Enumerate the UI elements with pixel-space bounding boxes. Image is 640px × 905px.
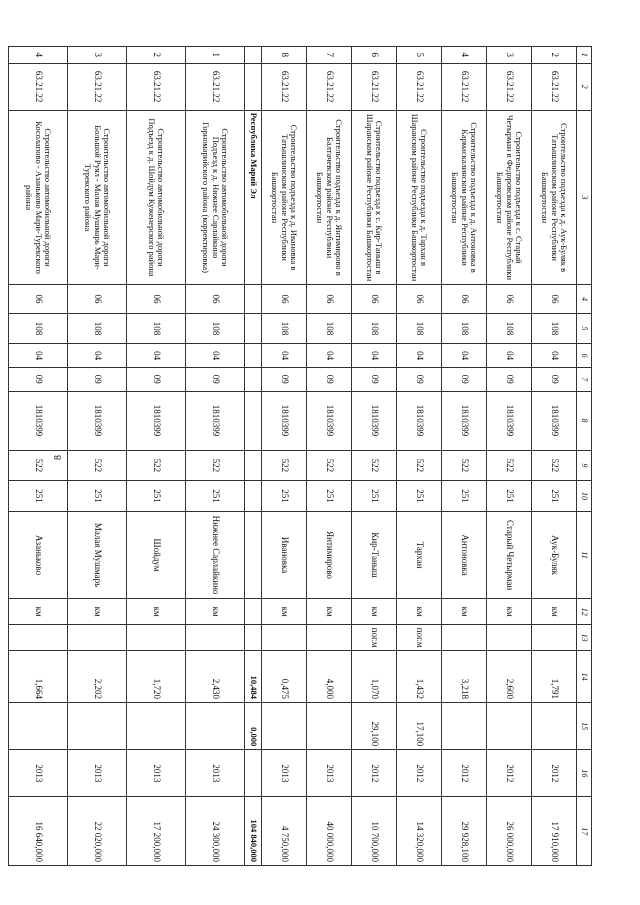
code-8-cell: 1810399 bbox=[9, 391, 68, 450]
settlement-cell: Шойдум bbox=[127, 511, 186, 598]
code-5-cell: 108 bbox=[397, 313, 442, 344]
code-8-cell: 1810399 bbox=[68, 391, 127, 450]
code-9-cell: 522 bbox=[397, 450, 442, 481]
table-row bbox=[397, 47, 442, 866]
table-row bbox=[307, 47, 352, 866]
code-5-cell: 108 bbox=[532, 313, 577, 344]
length-cell: 1,720 bbox=[127, 651, 186, 703]
row-number-cell: 1 bbox=[186, 47, 245, 64]
unit-cell: км bbox=[352, 599, 397, 625]
code-10-cell: 251 bbox=[68, 481, 127, 512]
table-row bbox=[68, 47, 127, 866]
code-8-cell: 1810399 bbox=[532, 391, 577, 450]
table-row bbox=[127, 47, 186, 866]
unit-2-cell: пог.м bbox=[352, 625, 397, 651]
code-9-cell: 522 bbox=[186, 450, 245, 481]
code-9-cell: 522 bbox=[352, 450, 397, 481]
code-6-cell: 04 bbox=[127, 344, 186, 368]
amount-cell: 14 320,000 bbox=[397, 797, 442, 866]
code-6-cell: 04 bbox=[262, 344, 307, 368]
rotated-table-container bbox=[24, 46, 592, 866]
settlement-cell: Азаньково bbox=[9, 511, 68, 598]
col-num: 12 bbox=[577, 599, 592, 625]
length-2-cell bbox=[307, 703, 352, 750]
sub-13 bbox=[245, 625, 262, 651]
table-body bbox=[9, 47, 592, 866]
unit-cell: км bbox=[307, 599, 352, 625]
unit-cell: км bbox=[487, 599, 532, 625]
year-cell: 2013 bbox=[68, 750, 127, 797]
code-4-cell: 06 bbox=[186, 285, 245, 313]
code-8-cell: 1810399 bbox=[397, 391, 442, 450]
sub-6 bbox=[245, 344, 262, 368]
length-2-cell: 29,100 bbox=[352, 703, 397, 750]
row-number-cell: 2 bbox=[127, 47, 186, 64]
okved-code-cell: 63.21.22 bbox=[186, 63, 245, 110]
table-row bbox=[532, 47, 577, 866]
objects-table bbox=[8, 46, 592, 866]
col-num: 7 bbox=[577, 367, 592, 391]
okved-code-cell: 63.21.22 bbox=[442, 63, 487, 110]
length-cell: 2,430 bbox=[186, 651, 245, 703]
amount-cell: 22 020,000 bbox=[68, 797, 127, 866]
code-4-cell: 06 bbox=[127, 285, 186, 313]
length-cell: 2,202 bbox=[68, 651, 127, 703]
col-num: 5 bbox=[577, 313, 592, 344]
code-7-cell: 09 bbox=[532, 367, 577, 391]
length-cell: 0,475 bbox=[262, 651, 307, 703]
code-8-cell: 1810399 bbox=[127, 391, 186, 450]
unit-2-cell bbox=[487, 625, 532, 651]
code-4-cell: 06 bbox=[352, 285, 397, 313]
unit-cell: км bbox=[532, 599, 577, 625]
col-num: 9 bbox=[577, 450, 592, 481]
sub-7 bbox=[245, 367, 262, 391]
subtotal-length-2: 0,000 bbox=[245, 703, 262, 750]
code-9-cell: 522 bbox=[442, 450, 487, 481]
row-number-cell: 6 bbox=[352, 47, 397, 64]
unit-2-cell bbox=[127, 625, 186, 651]
length-2-cell bbox=[532, 703, 577, 750]
code-6-cell: 04 bbox=[352, 344, 397, 368]
okved-code-cell: 63.21.22 bbox=[487, 63, 532, 110]
okved-code-cell: 63.21.22 bbox=[127, 63, 186, 110]
object-name-cell: Строительство подъезда к д. Янтимирово в Балтачевском районе Республики Башкортостан bbox=[307, 110, 352, 285]
amount-cell: 24 300,000 bbox=[186, 797, 245, 866]
okved-code-cell: 63.21.22 bbox=[68, 63, 127, 110]
table-row bbox=[262, 47, 307, 866]
row-number-cell: 3 bbox=[487, 47, 532, 64]
unit-cell: км bbox=[262, 599, 307, 625]
length-2-cell bbox=[186, 703, 245, 750]
col-num: 4 bbox=[577, 285, 592, 313]
object-name-cell: Строительство автомобильной дороги Косолапово - Азаньково Мари-Турекского района bbox=[9, 110, 68, 285]
unit-cell: км bbox=[186, 599, 245, 625]
code-10-cell: 251 bbox=[262, 481, 307, 512]
row-number-cell: 5 bbox=[397, 47, 442, 64]
code-5-cell: 108 bbox=[127, 313, 186, 344]
code-4-cell: 06 bbox=[442, 285, 487, 313]
unit-2-cell bbox=[442, 625, 487, 651]
okved-code-cell: 63.21.22 bbox=[9, 63, 68, 110]
unit-cell: км bbox=[9, 599, 68, 625]
okved-code-cell: 63.21.22 bbox=[397, 63, 442, 110]
row-number-cell: 4 bbox=[9, 47, 68, 64]
sub-5 bbox=[245, 313, 262, 344]
code-5-cell: 108 bbox=[307, 313, 352, 344]
length-2-cell: 17,100 bbox=[397, 703, 442, 750]
col-num: 3 bbox=[577, 110, 592, 285]
code-10-cell: 251 bbox=[487, 481, 532, 512]
unit-2-cell bbox=[9, 625, 68, 651]
row-number-cell: 4 bbox=[442, 47, 487, 64]
col-num: 14 bbox=[577, 651, 592, 703]
amount-cell: 40 000,000 bbox=[307, 797, 352, 866]
year-cell: 2013 bbox=[186, 750, 245, 797]
code-6-cell: 04 bbox=[186, 344, 245, 368]
sub-16 bbox=[245, 750, 262, 797]
object-name-cell: Строительство подъезда к с. Кир-Таныш в Шаранском районе Республики Башкортостан bbox=[352, 110, 397, 285]
col-num: 6 bbox=[577, 344, 592, 368]
year-cell: 2012 bbox=[397, 750, 442, 797]
object-name-cell: Строительство подъезда к д. Ивановка в Татышлинском районе Республики Башкортостан bbox=[262, 110, 307, 285]
settlement-cell: Старый Четырман bbox=[487, 511, 532, 598]
year-cell: 2012 bbox=[352, 750, 397, 797]
unit-2-cell bbox=[532, 625, 577, 651]
code-8-cell: 1810399 bbox=[352, 391, 397, 450]
code-10-cell: 251 bbox=[186, 481, 245, 512]
code-5-cell: 108 bbox=[68, 313, 127, 344]
year-cell: 2013 bbox=[307, 750, 352, 797]
code-4-cell: 06 bbox=[68, 285, 127, 313]
col-num: 16 bbox=[577, 750, 592, 797]
settlement-cell: Янтимирово bbox=[307, 511, 352, 598]
code-5-cell: 108 bbox=[262, 313, 307, 344]
code-5-cell: 108 bbox=[9, 313, 68, 344]
code-10-cell: 251 bbox=[9, 481, 68, 512]
code-9-cell: 522 bbox=[307, 450, 352, 481]
sub-12 bbox=[245, 599, 262, 625]
code-10-cell: 251 bbox=[532, 481, 577, 512]
amount-cell: 16 640,000 bbox=[9, 797, 68, 866]
object-name-cell: Строительство подъезда к с. Старый Четырман в Федоровском районе Республики Башкортостан bbox=[487, 110, 532, 285]
unit-2-cell bbox=[68, 625, 127, 651]
code-9-cell: 522 bbox=[127, 450, 186, 481]
code-7-cell: 09 bbox=[307, 367, 352, 391]
col-num: 8 bbox=[577, 391, 592, 450]
code-9-cell: 522 bbox=[9, 450, 68, 481]
code-4-cell: 06 bbox=[307, 285, 352, 313]
object-name-cell: Строительство подъезда к д. Аук-Буляк в Татышлинском районе Республики Башкортостан bbox=[532, 110, 577, 285]
code-7-cell: 09 bbox=[352, 367, 397, 391]
code-6-cell: 04 bbox=[307, 344, 352, 368]
table-row bbox=[186, 47, 245, 866]
sub-4 bbox=[245, 285, 262, 313]
code-4-cell: 06 bbox=[397, 285, 442, 313]
object-name-cell: Строительство подъезда к д. Тархан в Шаранском районе Республики Башкортостан bbox=[397, 110, 442, 285]
length-cell: 4,000 bbox=[307, 651, 352, 703]
amount-cell: 17 200,000 bbox=[127, 797, 186, 866]
code-6-cell: 04 bbox=[68, 344, 127, 368]
unit-cell: км bbox=[442, 599, 487, 625]
length-cell: 1,070 bbox=[352, 651, 397, 703]
object-name-cell: Строительство автомобильной дороги Подъезд к д. Нижнее Сарлайкино Горномарийского района (корректировка) bbox=[186, 110, 245, 285]
row-number-cell: 2 bbox=[532, 47, 577, 64]
code-7-cell: 09 bbox=[442, 367, 487, 391]
year-cell: 2012 bbox=[532, 750, 577, 797]
code-10-cell: 251 bbox=[307, 481, 352, 512]
col-num: 17 bbox=[577, 797, 592, 866]
settlement-cell: Малая Мушмарь bbox=[68, 511, 127, 598]
unit-2-cell bbox=[307, 625, 352, 651]
code-6-cell: 04 bbox=[397, 344, 442, 368]
settlement-cell: Аук-Буляк bbox=[532, 511, 577, 598]
okved-code-cell: 63.21.22 bbox=[262, 63, 307, 110]
table-row bbox=[9, 47, 68, 866]
code-9-cell: 522 bbox=[487, 450, 532, 481]
col-num: 2 bbox=[577, 63, 592, 110]
settlement-cell: Ивановка bbox=[262, 511, 307, 598]
length-2-cell bbox=[442, 703, 487, 750]
code-10-cell: 251 bbox=[397, 481, 442, 512]
code-4-cell: 06 bbox=[262, 285, 307, 313]
year-cell: 2013 bbox=[9, 750, 68, 797]
row-number-cell: 8 bbox=[262, 47, 307, 64]
code-5-cell: 108 bbox=[487, 313, 532, 344]
code-7-cell: 09 bbox=[487, 367, 532, 391]
code-8-cell: 1810399 bbox=[186, 391, 245, 450]
code-7-cell: 09 bbox=[397, 367, 442, 391]
code-7-cell: 09 bbox=[9, 367, 68, 391]
table-row bbox=[442, 47, 487, 866]
length-2-cell bbox=[9, 703, 68, 750]
length-2-cell bbox=[487, 703, 532, 750]
subtotal-amount: 104 840,000 bbox=[245, 797, 262, 866]
code-6-cell: 04 bbox=[9, 344, 68, 368]
code-5-cell: 108 bbox=[186, 313, 245, 344]
settlement-cell: Тархан bbox=[397, 511, 442, 598]
okved-code-cell: 63.21.22 bbox=[352, 63, 397, 110]
code-10-cell: 251 bbox=[352, 481, 397, 512]
year-cell: 2013 bbox=[127, 750, 186, 797]
object-name-cell: Строительство автомобильной дороги Подъезд к д. Шойдум Куженерского района bbox=[127, 110, 186, 285]
col-num: 15 bbox=[577, 703, 592, 750]
row-number-cell: 3 bbox=[68, 47, 127, 64]
col-num: 13 bbox=[577, 625, 592, 651]
amount-cell: 17 910,000 bbox=[532, 797, 577, 866]
table-row bbox=[487, 47, 532, 866]
col-num: 11 bbox=[577, 511, 592, 598]
col-num: 10 bbox=[577, 481, 592, 512]
subtotal-region-name: Республика Марий Эл bbox=[245, 110, 262, 285]
unit-cell: км bbox=[397, 599, 442, 625]
code-8-cell: 1810399 bbox=[307, 391, 352, 450]
code-9-cell: 522 bbox=[262, 450, 307, 481]
code-8-cell: 1810399 bbox=[487, 391, 532, 450]
okved-code-cell: 63.21.22 bbox=[532, 63, 577, 110]
length-2-cell bbox=[68, 703, 127, 750]
unit-2-cell: пог.м bbox=[397, 625, 442, 651]
length-cell: 2,600 bbox=[487, 651, 532, 703]
settlement-cell: Кир-Таныш bbox=[352, 511, 397, 598]
code-9-cell: 522 bbox=[532, 450, 577, 481]
page-number: 8 bbox=[53, 455, 64, 460]
sub-n bbox=[245, 47, 262, 64]
sub-code bbox=[245, 63, 262, 110]
code-10-cell: 251 bbox=[442, 481, 487, 512]
okved-code-cell: 63.21.22 bbox=[307, 63, 352, 110]
sub-11 bbox=[245, 511, 262, 598]
length-2-cell bbox=[127, 703, 186, 750]
column-number-row bbox=[577, 47, 592, 866]
code-8-cell: 1810399 bbox=[442, 391, 487, 450]
code-4-cell: 06 bbox=[9, 285, 68, 313]
unit-cell: км bbox=[127, 599, 186, 625]
table-row bbox=[352, 47, 397, 866]
subtotal-length: 10,484 bbox=[245, 651, 262, 703]
amount-cell: 26 000,000 bbox=[487, 797, 532, 866]
subtotal-row bbox=[245, 47, 262, 866]
amount-cell: 10 700,000 bbox=[352, 797, 397, 866]
unit-cell: км bbox=[68, 599, 127, 625]
code-6-cell: 04 bbox=[487, 344, 532, 368]
length-cell: 1,432 bbox=[397, 651, 442, 703]
code-7-cell: 09 bbox=[262, 367, 307, 391]
unit-2-cell bbox=[186, 625, 245, 651]
code-9-cell: 522 bbox=[68, 450, 127, 481]
year-cell: 2012 bbox=[442, 750, 487, 797]
code-6-cell: 04 bbox=[532, 344, 577, 368]
col-num: 1 bbox=[577, 47, 592, 64]
unit-2-cell bbox=[262, 625, 307, 651]
settlement-cell: Антоновка bbox=[442, 511, 487, 598]
code-7-cell: 09 bbox=[186, 367, 245, 391]
object-name-cell: Строительство автомобильной дороги Большой Руял - Малая Мушмарь Мари-Турекского района bbox=[68, 110, 127, 285]
settlement-cell: Нижнее Сарлайкино bbox=[186, 511, 245, 598]
length-cell: 1,664 bbox=[9, 651, 68, 703]
length-cell: 3,218 bbox=[442, 651, 487, 703]
length-2-cell bbox=[262, 703, 307, 750]
sub-8 bbox=[245, 391, 262, 450]
year-cell: 2012 bbox=[487, 750, 532, 797]
length-cell: 1,791 bbox=[532, 651, 577, 703]
code-10-cell: 251 bbox=[127, 481, 186, 512]
sub-9 bbox=[245, 450, 262, 481]
code-7-cell: 09 bbox=[68, 367, 127, 391]
amount-cell: 4 750,000 bbox=[262, 797, 307, 866]
year-cell: 2013 bbox=[262, 750, 307, 797]
code-5-cell: 108 bbox=[442, 313, 487, 344]
code-5-cell: 108 bbox=[352, 313, 397, 344]
code-8-cell: 1810399 bbox=[262, 391, 307, 450]
amount-cell: 29 928,100 bbox=[442, 797, 487, 866]
sub-10 bbox=[245, 481, 262, 512]
code-4-cell: 06 bbox=[487, 285, 532, 313]
code-7-cell: 09 bbox=[127, 367, 186, 391]
object-name-cell: Строительство подъезда к д. Антоновка в Кармаскалинском районе Республики Башкортостан bbox=[442, 110, 487, 285]
code-4-cell: 06 bbox=[532, 285, 577, 313]
code-6-cell: 04 bbox=[442, 344, 487, 368]
row-number-cell: 7 bbox=[307, 47, 352, 64]
